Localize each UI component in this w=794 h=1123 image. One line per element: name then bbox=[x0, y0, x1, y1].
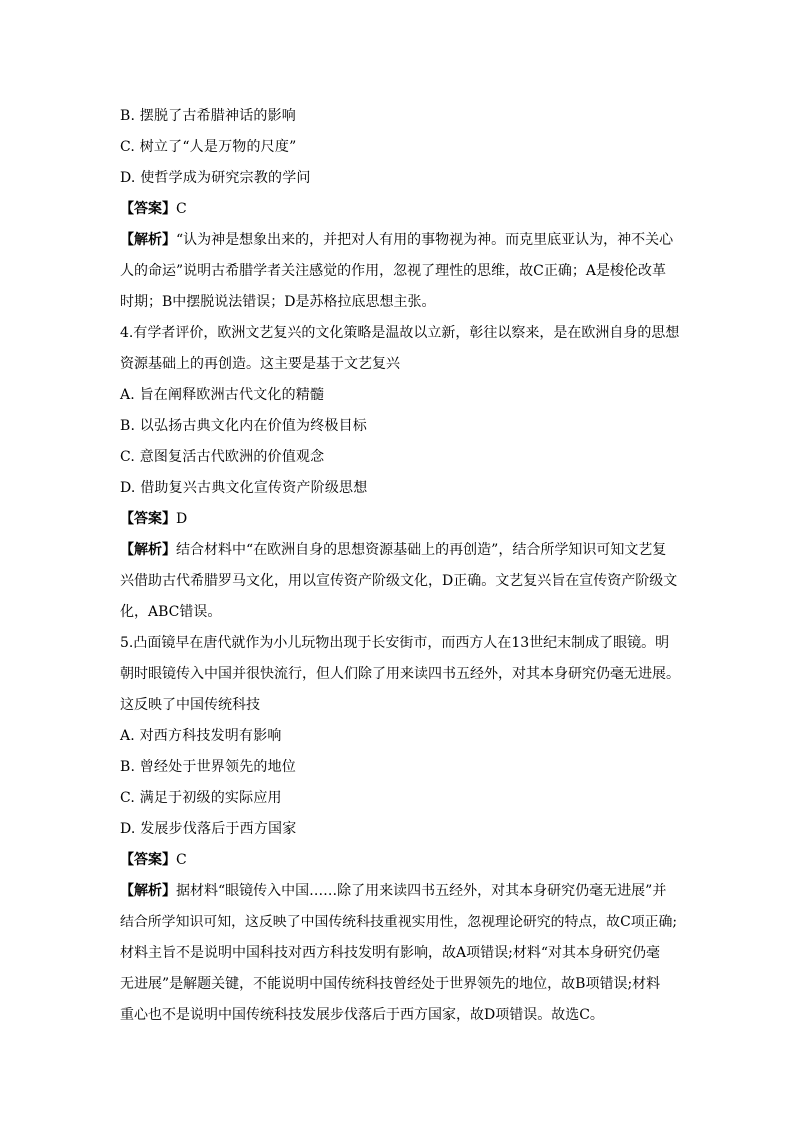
q5-option-b: B. 曾经处于世界领先的地位 bbox=[120, 759, 296, 775]
q4-option-d: D. 借助复兴古典文化宣传资产阶级思想 bbox=[120, 480, 368, 496]
q4-analysis-line-3: 化，ABC错误。 bbox=[120, 604, 222, 620]
q3-analysis-line-3: 时期；B中摆脱说法错误；D是苏格拉底思想主张。 bbox=[120, 294, 436, 310]
q3-analysis-line-2: 人的命运”说明古希腊学者关注感觉的作用，忽视了理性的思维，故C正确；A是梭伦改革 bbox=[120, 263, 666, 279]
q4-option-c: C. 意图复活古代欧洲的价值观念 bbox=[120, 449, 325, 465]
q5-stem-line-1: 5.凸面镜早在唐代就作为小儿玩物出现于长安街市，而西方人在13世纪末制成了眼镜。明 bbox=[120, 635, 670, 651]
q5-analysis-line-3: 材料主旨不是说明中国科技对西方科技发明有影响，故A项错误;材料“对其本身研究仍毫 bbox=[120, 945, 660, 961]
analysis-label: 【解析】 bbox=[120, 542, 176, 558]
answer-value: C bbox=[176, 852, 187, 868]
analysis-text: 结合材料中“在欧洲自身的思想资源基础上的再创造”，结合所学知识可知文艺复 bbox=[176, 542, 667, 558]
answer-value: C bbox=[176, 201, 187, 217]
answer-label: 【答案】 bbox=[120, 201, 176, 217]
analysis-label: 【解析】 bbox=[120, 883, 176, 899]
answer-value: D bbox=[176, 511, 188, 527]
q5-stem-line-3: 这反映了中国传统科技 bbox=[120, 697, 260, 713]
q5-option-a: A. 对西方科技发明有影响 bbox=[120, 728, 282, 744]
analysis-text: “认为神是想象出来的，并把对人有用的事物视为神。而克里底亚认为，神不关心 bbox=[176, 232, 674, 248]
analysis-label: 【解析】 bbox=[120, 232, 176, 248]
q3-option-d: D. 使哲学成为研究宗教的学问 bbox=[120, 170, 311, 186]
q4-analysis-line-2: 兴借助古代希腊罗马文化，用以宣传资产阶级文化，D正确。文艺复兴旨在宣传资产阶级文 bbox=[120, 573, 678, 589]
q4-stem-line-2: 资源基础上的再创造。这主要是基于文艺复兴 bbox=[120, 356, 400, 372]
q4-stem-line-1: 4.有学者评价，欧洲文艺复兴的文化策略是温故以立新，彰往以察来，是在欧洲自身的思想 bbox=[120, 325, 680, 341]
q5-stem-line-2: 朝时眼镜传入中国并很快流行，但人们除了用来读四书五经外，对其本身研究仍毫无进展。 bbox=[120, 666, 680, 682]
q4-option-a: A. 旨在阐释欧洲古代文化的精髓 bbox=[120, 387, 325, 403]
q3-option-c: C. 树立了“人是万物的尺度” bbox=[120, 139, 297, 155]
q5-analysis-line-1 bbox=[120, 876, 680, 907]
q5-analysis-line-5: 重心也不是说明中国传统科技发展步伐落后于西方国家，故D项错误。故选C。 bbox=[120, 1007, 604, 1023]
q3-option-b: B. 摆脱了古希腊神话的影响 bbox=[120, 108, 296, 124]
q5-answer bbox=[120, 845, 680, 876]
q5-option-d: D. 发展步伐落后于西方国家 bbox=[120, 821, 297, 837]
answer-label: 【答案】 bbox=[120, 852, 176, 868]
answer-label: 【答案】 bbox=[120, 511, 176, 527]
q3-analysis-line-1 bbox=[120, 225, 680, 256]
analysis-text: 据材料“眼镜传入中国……除了用来读四书五经外，对其本身研究仍毫无进展”并 bbox=[176, 883, 667, 899]
q5-analysis-line-4: 无进展”是解题关键，不能说明中国传统科技曾经处于世界领先的地位，故B项错误;材料 bbox=[120, 976, 661, 992]
q3-answer bbox=[120, 194, 680, 225]
q5-option-c: C. 满足于初级的实际应用 bbox=[120, 790, 282, 806]
document-page bbox=[120, 101, 680, 1031]
q5-analysis-line-2: 结合所学知识可知，这反映了中国传统科技重视实用性，忽视理论研究的特点，故C项正确; bbox=[120, 914, 678, 930]
q4-analysis-line-1 bbox=[120, 535, 680, 566]
q4-option-b: B. 以弘扬古典文化内在价值为终极目标 bbox=[120, 418, 367, 434]
q4-answer bbox=[120, 504, 680, 535]
